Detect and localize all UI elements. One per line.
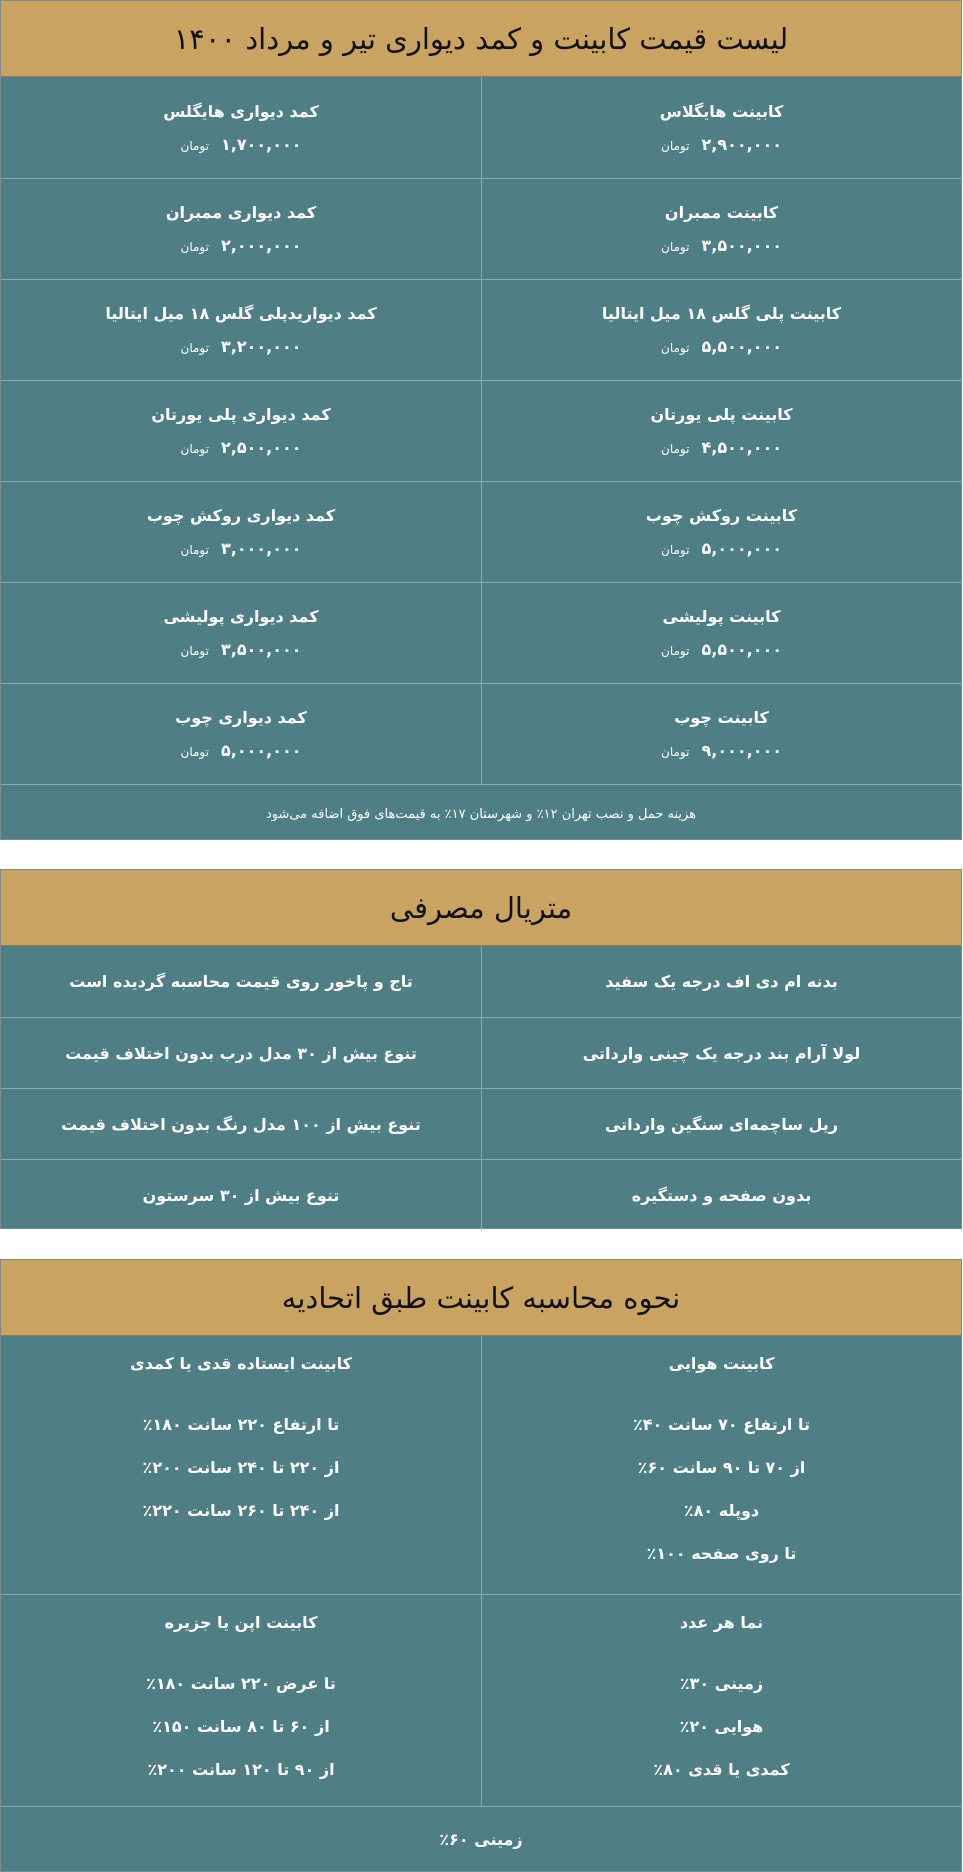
wardrobe-price-cell	[1, 381, 481, 481]
material-row	[1, 1088, 961, 1159]
price-list-title: لیست قیمت کابینت و کمد دیواری تیر و مرداد ۱۴۰۰	[1, 1, 961, 77]
price-row	[1, 77, 961, 178]
calculation-line: تا ارتفاع ۲۲۰ سانت ۱۸۰٪	[142, 1415, 340, 1434]
calculation-footer: زمینی ۶۰٪	[1, 1806, 961, 1871]
material-item: تنوع بیش از ۳۰ سرستون	[142, 1185, 340, 1205]
currency-label: تومان	[180, 341, 209, 355]
price-row	[1, 380, 961, 481]
currency-label: تومان	[661, 745, 690, 759]
calculation-cell	[481, 1336, 961, 1594]
calculation-row	[1, 1594, 961, 1806]
currency-label: تومان	[180, 240, 209, 254]
calculation-line: هوایی ۲۰٪	[679, 1717, 764, 1736]
calculation-title: نحوه محاسبه کابینت طبق اتحادیه	[1, 1260, 961, 1336]
currency-label: تومان	[661, 442, 690, 456]
wardrobe-name: کمد دیواری پولیشی	[163, 607, 319, 626]
wardrobe-name: کمد دیواری پلی یورتان	[151, 405, 331, 424]
cabinet-price-cell	[481, 482, 961, 582]
calculation-cell-title: کابینت ایستاده قدی یا کمدی	[130, 1354, 352, 1373]
cabinet-name: کابینت پولیشی	[662, 607, 781, 626]
calculation-cell-title: کابینت هوایی	[668, 1354, 775, 1373]
material-item: تاج و پاخور روی قیمت محاسبه گردیده است	[69, 972, 413, 991]
cabinet-price-value: ۵,۵۰۰,۰۰۰	[701, 337, 782, 356]
material-row	[1, 1159, 961, 1230]
calculation-line: تا عرض ۲۲۰ سانت ۱۸۰٪	[146, 1674, 336, 1693]
material-item: ریل ساچمه‌ای سنگین وارداتی	[481, 1089, 961, 1159]
wardrobe-name: کمد دیواری روکش چوب	[146, 506, 336, 525]
currency-label: تومان	[661, 644, 690, 658]
wardrobe-price-value: ۲,۵۰۰,۰۰۰	[220, 438, 302, 457]
cabinet-price-cell	[481, 684, 961, 784]
material-item: بدون صفحه و دستگیره	[481, 1160, 961, 1230]
price-row	[1, 683, 961, 784]
cabinet-price-cell	[481, 381, 961, 481]
calculation-cell	[1, 1336, 481, 1594]
cabinet-name: کابینت پلی گلس ۱۸ میل ایتالیا	[601, 304, 842, 323]
calculation-section	[0, 1259, 962, 1872]
currency-label: تومان	[661, 543, 690, 557]
material-item: بدنه ام دی اف درجه یک سفید	[481, 946, 961, 1017]
material-row	[1, 1017, 961, 1088]
shipping-note: هزینه حمل و نصب تهران ۱۲٪ و شهرستان ۱۷٪ به قیمت‌های فوق اضافه می‌شود	[1, 784, 961, 843]
wardrobe-price-cell	[1, 583, 481, 683]
wardrobe-price-cell	[1, 77, 481, 178]
wardrobe-price-value: ۱,۷۰۰,۰۰۰	[220, 134, 302, 154]
cabinet-name: کابینت هایگلاس	[659, 101, 784, 121]
material-item: لولا آرام بند درجه یک چینی وارداتی	[481, 1018, 961, 1088]
calculation-cell-title: نما هر عدد	[679, 1613, 764, 1632]
price-row	[1, 279, 961, 380]
calculation-line: دوپله ۸۰٪	[683, 1501, 760, 1520]
calculation-cell-title: کابینت اپن یا جزیره	[164, 1613, 318, 1632]
materials-title: متریال مصرفی	[1, 870, 961, 946]
currency-label: تومان	[180, 138, 209, 153]
calculation-row	[1, 1336, 961, 1594]
calculation-line: تا روی صفحه ۱۰۰٪	[646, 1544, 797, 1563]
wardrobe-price-value: ۲,۰۰۰,۰۰۰	[220, 236, 302, 255]
materials-section	[0, 869, 962, 1229]
material-row	[1, 946, 961, 1017]
calculation-line: از ۲۲۰ تا ۲۴۰ سانت ۲۰۰٪	[142, 1458, 340, 1477]
currency-label: تومان	[661, 341, 690, 355]
wardrobe-price-value: ۵,۰۰۰,۰۰۰	[220, 741, 302, 760]
cabinet-name: کابینت ممبران	[664, 203, 779, 222]
calculation-line: از ۶۰ تا ۸۰ سانت ۱۵۰٪	[152, 1717, 330, 1736]
cabinet-price-cell	[481, 583, 961, 683]
cabinet-price-cell	[481, 77, 961, 178]
calculation-line: از ۷۰ تا ۹۰ سانت ۶۰٪	[637, 1458, 806, 1477]
cabinet-price-cell	[481, 179, 961, 279]
wardrobe-price-cell	[1, 280, 481, 380]
wardrobe-price-value: ۳,۰۰۰,۰۰۰	[220, 539, 302, 558]
cabinet-price-value: ۹,۰۰۰,۰۰۰	[701, 741, 782, 760]
price-row	[1, 481, 961, 582]
currency-label: تومان	[661, 240, 690, 254]
calculation-line: تا ارتفاع ۷۰ سانت ۴۰٪	[633, 1415, 810, 1434]
wardrobe-price-cell	[1, 179, 481, 279]
wardrobe-name: کمد دیواری هایگلس	[163, 101, 319, 121]
cabinet-price-cell	[481, 280, 961, 380]
wardrobe-price-value: ۳,۲۰۰,۰۰۰	[220, 337, 302, 356]
calculation-cell	[1, 1595, 481, 1806]
price-row	[1, 582, 961, 683]
wardrobe-price-cell	[1, 482, 481, 582]
cabinet-price-value: ۲,۹۰۰,۰۰۰	[701, 134, 782, 154]
calculation-cell	[481, 1595, 961, 1806]
cabinet-price-value: ۵,۵۰۰,۰۰۰	[701, 640, 782, 659]
cabinet-name: کابینت روکش چوب	[645, 506, 798, 525]
currency-label: تومان	[661, 138, 690, 153]
currency-label: تومان	[180, 644, 209, 658]
calculation-line: کمدی یا قدی ۸۰٪	[653, 1760, 790, 1779]
currency-label: تومان	[180, 543, 209, 557]
currency-label: تومان	[180, 745, 209, 759]
material-item: تنوع بیش از ۱۰۰ مدل رنگ بدون اختلاف قیمت	[61, 1114, 421, 1134]
wardrobe-price-cell	[1, 684, 481, 784]
material-item: تنوع بیش از ۳۰ مدل درب بدون اختلاف قیمت	[65, 1043, 417, 1063]
calculation-line: زمینی ۳۰٪	[679, 1674, 764, 1693]
wardrobe-name: کمد دیواری چوب	[175, 708, 307, 727]
wardrobe-price-value: ۳,۵۰۰,۰۰۰	[220, 640, 302, 659]
cabinet-price-value: ۳,۵۰۰,۰۰۰	[701, 236, 782, 255]
currency-label: تومان	[180, 442, 209, 456]
price-row	[1, 178, 961, 279]
cabinet-name: کابینت چوب	[674, 708, 769, 727]
calculation-line: از ۹۰ تا ۱۲۰ سانت ۲۰۰٪	[147, 1760, 335, 1779]
wardrobe-name: کمد دیواری ممبران	[165, 203, 317, 222]
cabinet-price-value: ۵,۰۰۰,۰۰۰	[701, 539, 782, 558]
calculation-line: از ۲۴۰ تا ۲۶۰ سانت ۲۲۰٪	[142, 1501, 340, 1520]
wardrobe-name: کمد دیواریدپلی گلس ۱۸ میل ایتالیا	[105, 304, 377, 323]
cabinet-name: کابینت پلی یورتان	[650, 405, 793, 424]
cabinet-price-value: ۴,۵۰۰,۰۰۰	[701, 438, 782, 457]
price-list-section	[0, 0, 962, 840]
